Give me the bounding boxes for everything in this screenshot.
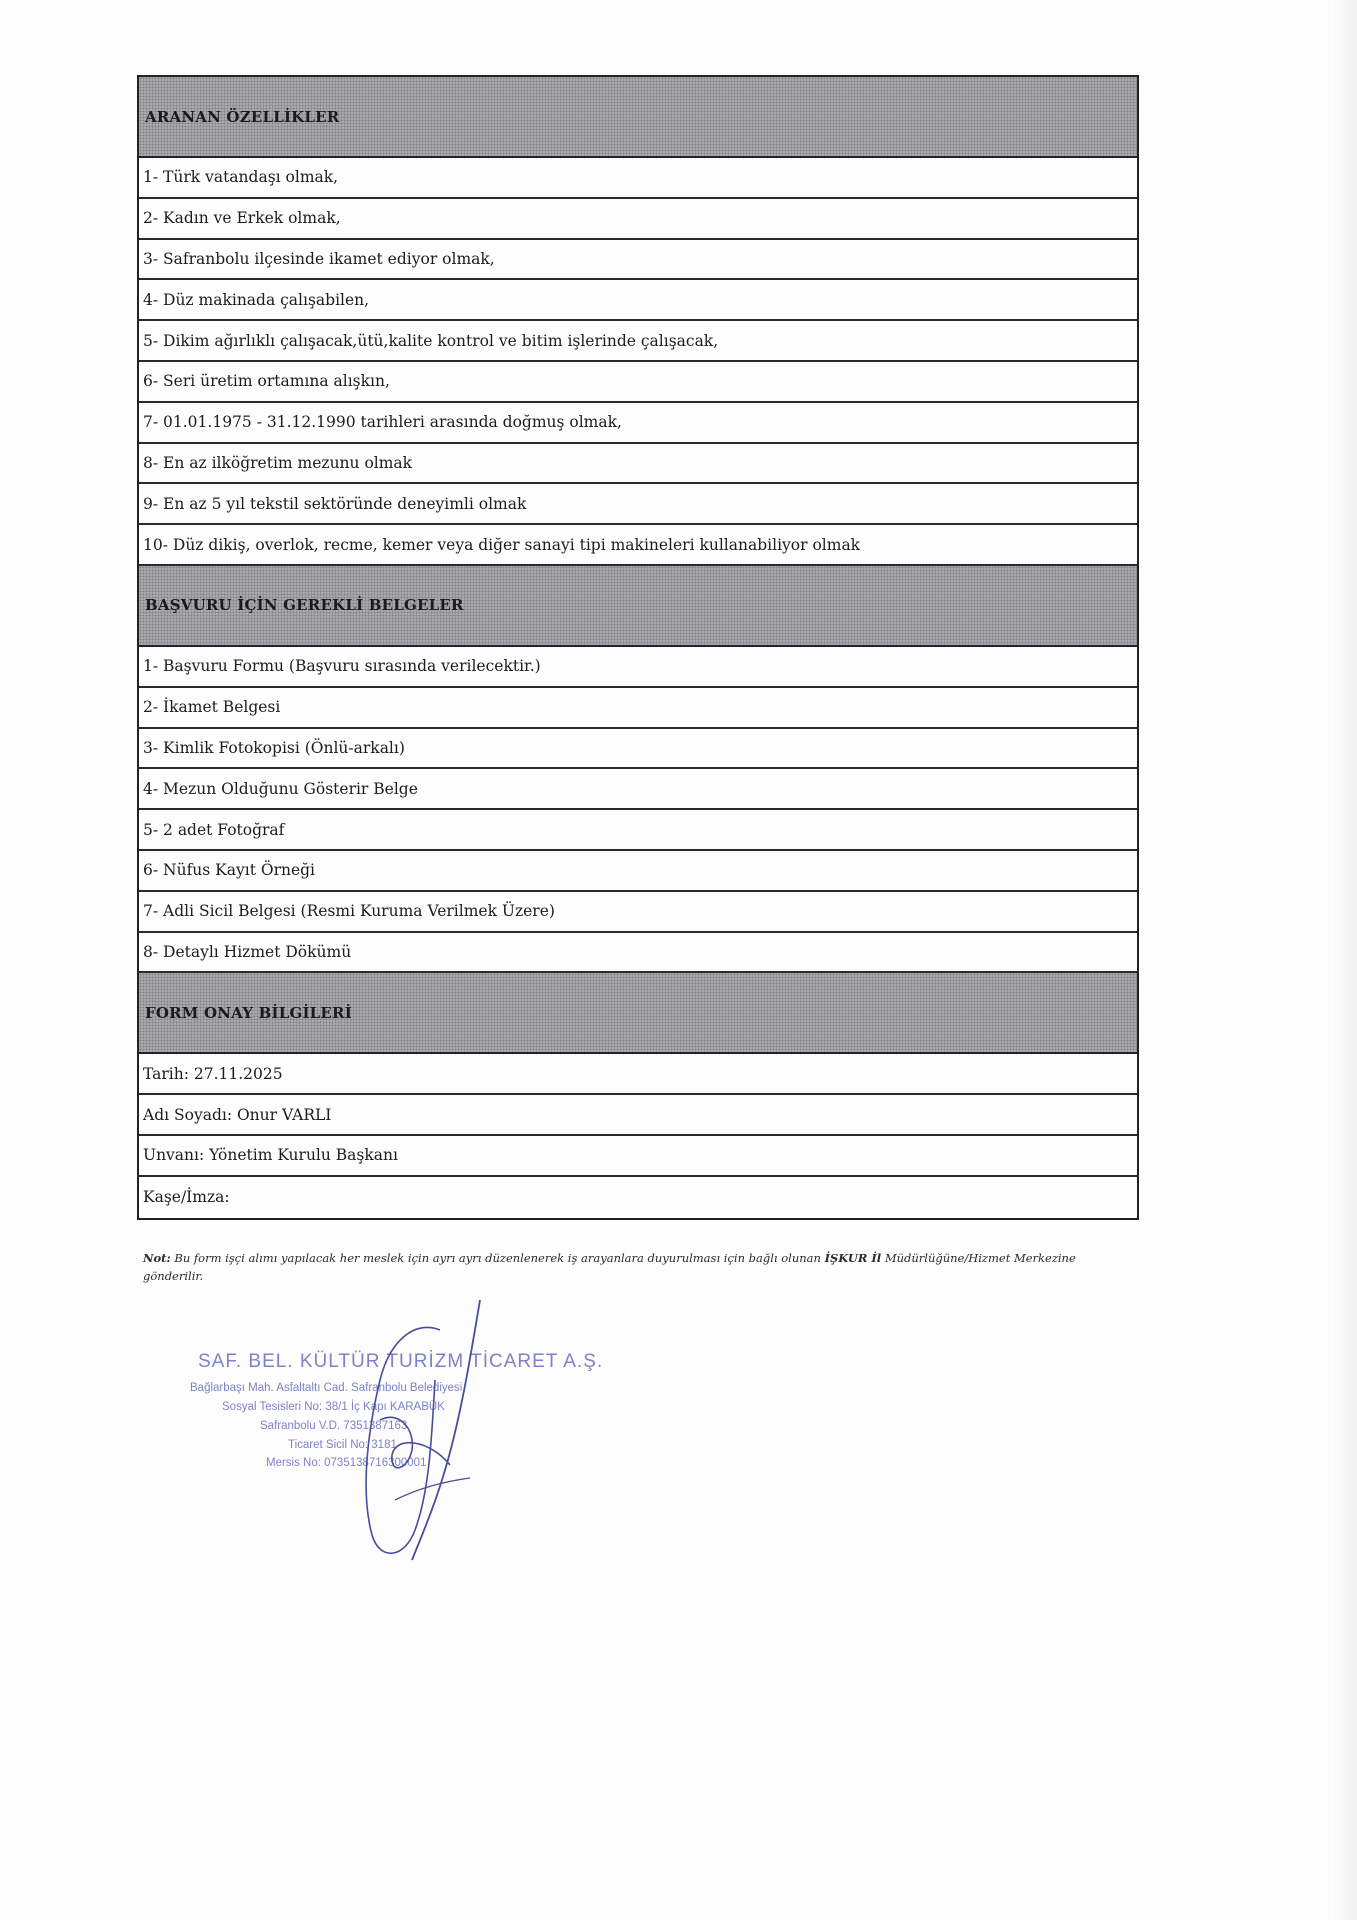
requirement-row: 2- Kadın ve Erkek olmak, bbox=[139, 199, 1137, 240]
document-row: 8- Detaylı Hizmet Dökümü bbox=[139, 933, 1137, 974]
stamp-line-tax: Safranbolu V.D. 7351387163 bbox=[260, 1420, 408, 1432]
document-row: 5- 2 adet Fotoğraf bbox=[139, 810, 1137, 851]
document-row: 3- Kimlik Fotokopisi (Önlü-arkalı) bbox=[139, 729, 1137, 770]
stamp-line-registry: Ticaret Sicil No: 3181 bbox=[288, 1439, 397, 1451]
job-posting-form-table bbox=[137, 75, 1139, 1220]
note-label: Not: bbox=[143, 1251, 171, 1265]
stamp-line-company: SAF. BEL. KÜLTÜR TURİZM TİCARET A.Ş. bbox=[198, 1351, 604, 1372]
approval-stamp-signature-row: Kaşe/İmza: bbox=[143, 1188, 230, 1207]
signature-tail bbox=[395, 1478, 470, 1500]
document-row: 6- Nüfus Kayıt Örneği bbox=[139, 851, 1137, 892]
approval-date-row: Tarih: 27.11.2025 bbox=[139, 1054, 1137, 1095]
section-header-approval: FORM ONAY BİLGİLERİ bbox=[139, 973, 1137, 1054]
signature-mid bbox=[380, 1417, 450, 1467]
note-bold: İŞKUR İl bbox=[824, 1251, 882, 1265]
stamp-line-address: Bağlarbaşı Mah. Asfaltaltı Cad. Safranbolu Belediyesi bbox=[190, 1382, 463, 1394]
requirement-row: 3- Safranbolu ilçesinde ikamet ediyor olmak, bbox=[139, 240, 1137, 281]
section-header-documents: BAŞVURU İÇİN GEREKLİ BELGELER bbox=[139, 566, 1137, 647]
document-row: 4- Mezun Olduğunu Gösterir Belge bbox=[139, 769, 1137, 810]
document-row: 1- Başvuru Formu (Başvuru sırasında verilecektir.) bbox=[139, 647, 1137, 688]
stamp-line-mersis: Mersis No: 0735138716300001 bbox=[266, 1457, 427, 1469]
approval-title-row: Unvanı: Yönetim Kurulu Başkanı bbox=[139, 1136, 1137, 1177]
requirement-row: 10- Düz dikiş, overlok, recme, kemer veya diğer sanayi tipi makineleri kullanabiliyor olmak bbox=[139, 525, 1137, 566]
footnote bbox=[143, 1250, 1128, 1286]
requirement-row: 5- Dikim ağırlıklı çalışacak,ütü,kalite kontrol ve bitim işlerinde çalışacak, bbox=[139, 321, 1137, 362]
section-header-requirements: ARANAN ÖZELLİKLER bbox=[139, 77, 1137, 158]
document-row: 7- Adli Sicil Belgesi (Resmi Kuruma Verilmek Üzere) bbox=[139, 892, 1137, 933]
requirement-row: 6- Seri üretim ortamına alışkın, bbox=[139, 362, 1137, 403]
requirement-row: 7- 01.01.1975 - 31.12.1990 tarihleri arasında doğmuş olmak, bbox=[139, 403, 1137, 444]
handwritten-signature bbox=[320, 1300, 550, 1600]
requirement-row: 1- Türk vatandaşı olmak, bbox=[139, 158, 1137, 199]
stamp-line-address-2: Sosyal Tesisleri No: 38/1 İç Kapı KARABÜK bbox=[222, 1401, 445, 1413]
note-text-before: Bu form işçi alımı yapılacak her meslek için ayrı ayrı düzenlenerek iş arayanlara duyurulması için bağlı olunan bbox=[174, 1251, 821, 1265]
approval-name-row: Adı Soyadı: Onur VARLI bbox=[139, 1095, 1137, 1136]
document-row: 2- İkamet Belgesi bbox=[139, 688, 1137, 729]
note-text-after: Müdürlüğüne/Hizmet Merkezine gönderilir. bbox=[143, 1251, 1076, 1283]
company-stamp bbox=[190, 1300, 604, 1600]
signature-stroke bbox=[412, 1300, 480, 1560]
requirement-row: 8- En az ilköğretim mezunu olmak bbox=[139, 444, 1137, 485]
requirement-row: 9- En az 5 yıl tekstil sektöründe deneyimli olmak bbox=[139, 484, 1137, 525]
scan-edge bbox=[1331, 0, 1357, 1920]
requirement-row: 4- Düz makinada çalışabilen, bbox=[139, 280, 1137, 321]
